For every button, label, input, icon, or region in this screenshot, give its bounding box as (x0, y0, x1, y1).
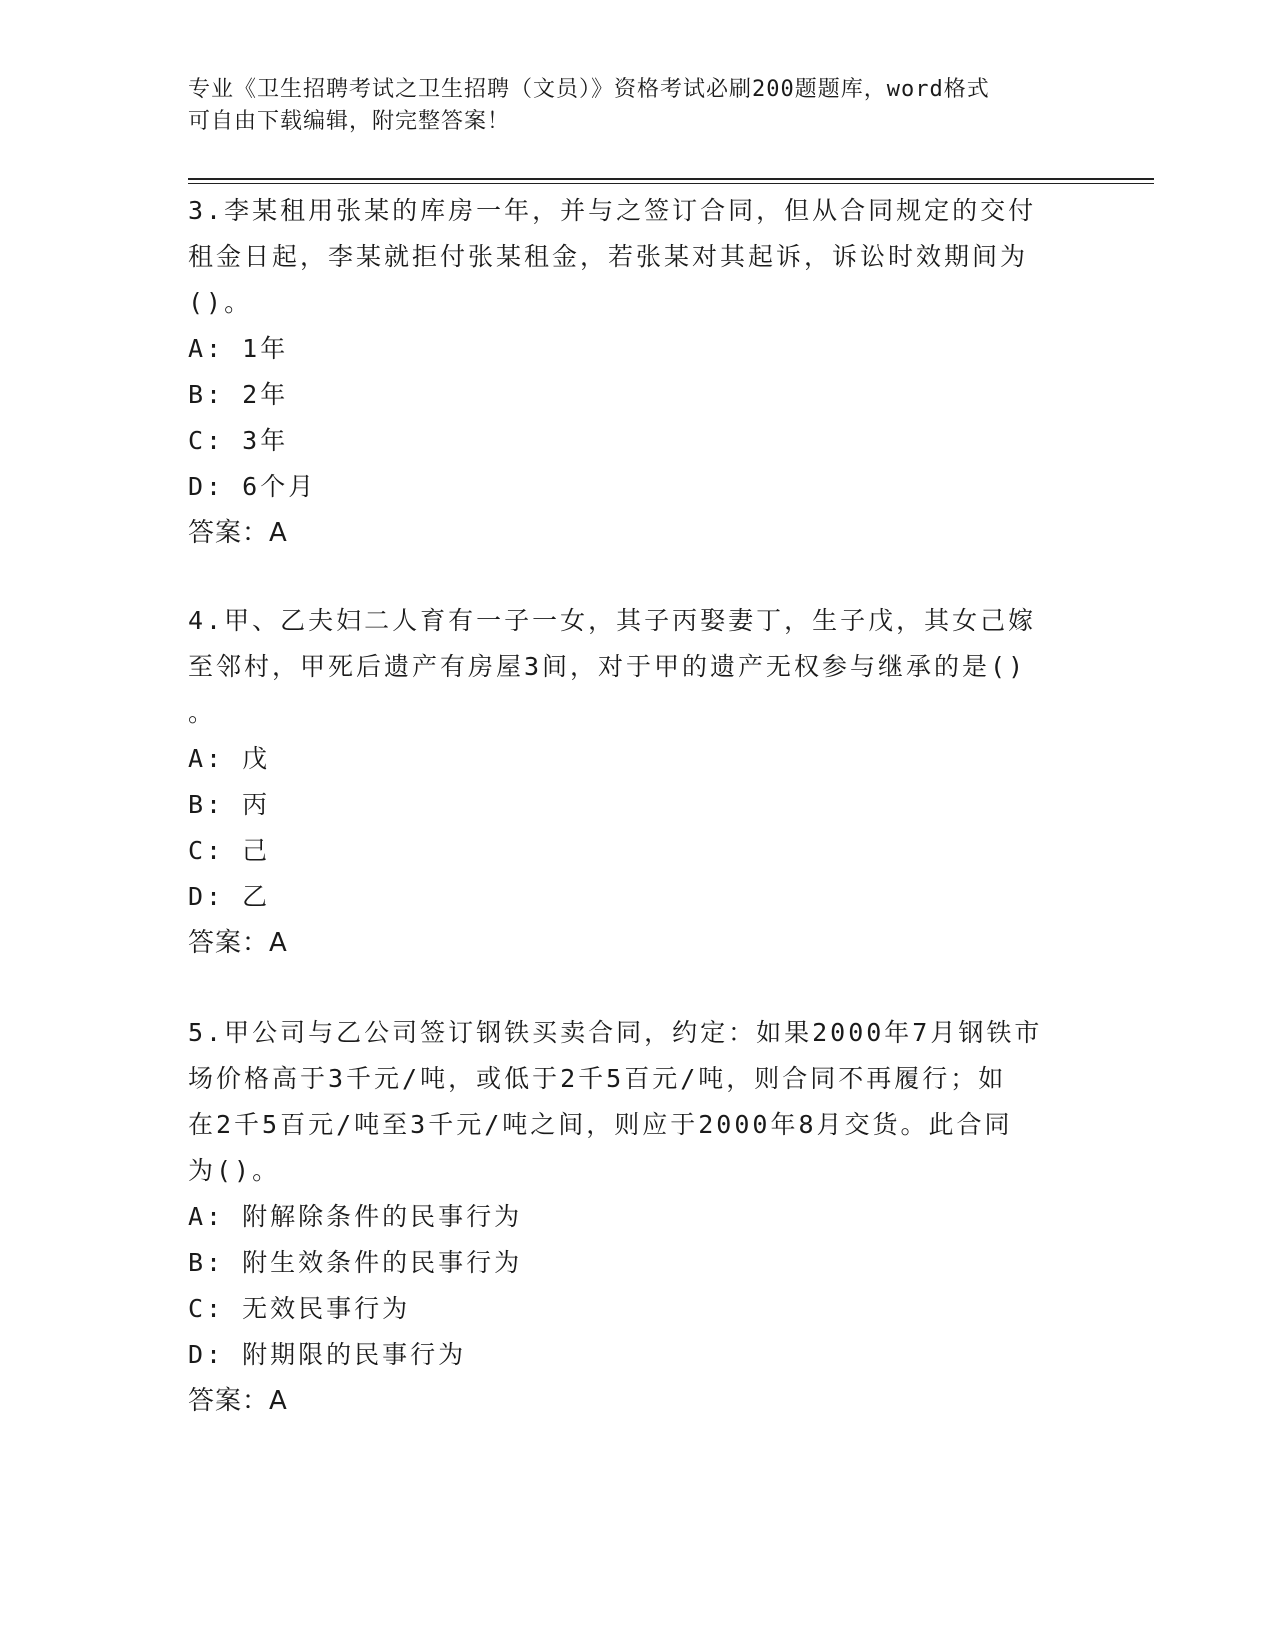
question-stem-line: 3.李某租用张某的库房一年，并与之签订合同，但从合同规定的交付 (188, 196, 1037, 225)
question-5 (188, 1010, 1088, 1424)
answer-line: 答案：A (188, 928, 288, 958)
header-divider (188, 178, 1154, 184)
header-line-1: 专业《卫生招聘考试之卫生招聘（文员）》资格考试必刷200题题库，word格式 (188, 77, 990, 102)
question-stem-line: ()。 (188, 288, 253, 317)
option-a: A: 附解除条件的民事行为 (188, 1202, 523, 1231)
option-b: B: 2年 (188, 380, 289, 409)
option-a: A: 戊 (188, 744, 271, 773)
option-b: B: 附生效条件的民事行为 (188, 1248, 523, 1277)
option-b: B: 丙 (188, 790, 271, 819)
question-stem-line: 至邻村，甲死后遗产有房屋3间，对于甲的遗产无权参与继承的是() (188, 652, 1027, 681)
header-line-2: 可自由下载编辑，附完整答案！ (188, 109, 511, 134)
document-header-note (188, 74, 1068, 138)
question-stem-line: 在2千5百元/吨至3千元/吨之间，则应于2000年8月交货。此合同 (188, 1110, 1013, 1139)
question-stem-line: 4.甲、乙夫妇二人育有一子一女，其子丙娶妻丁，生子戊，其女己嫁 (188, 606, 1037, 635)
question-stem-line: 场价格高于3千元/吨，或低于2千5百元/吨，则合同不再履行；如 (188, 1064, 1007, 1093)
answer-line: 答案：A (188, 1386, 288, 1416)
answer-line: 答案：A (188, 518, 288, 548)
option-c: C: 己 (188, 836, 271, 865)
option-d: D: 乙 (188, 882, 271, 911)
question-stem-line: 为()。 (188, 1156, 281, 1185)
question-3 (188, 188, 1088, 556)
option-c: C: 3年 (188, 426, 289, 455)
question-stem-line: 。 (188, 698, 217, 727)
question-4 (188, 598, 1088, 966)
question-stem-line: 租金日起，李某就拒付张某租金，若张某对其起诉，诉讼时效期间为 (188, 242, 1029, 271)
option-a: A: 1年 (188, 334, 289, 363)
option-d: D: 6个月 (188, 472, 317, 501)
question-stem-line: 5.甲公司与乙公司签订钢铁买卖合同，约定：如果2000年7月钢铁市 (188, 1018, 1043, 1047)
option-c: C: 无效民事行为 (188, 1294, 411, 1323)
option-d: D: 附期限的民事行为 (188, 1340, 467, 1369)
